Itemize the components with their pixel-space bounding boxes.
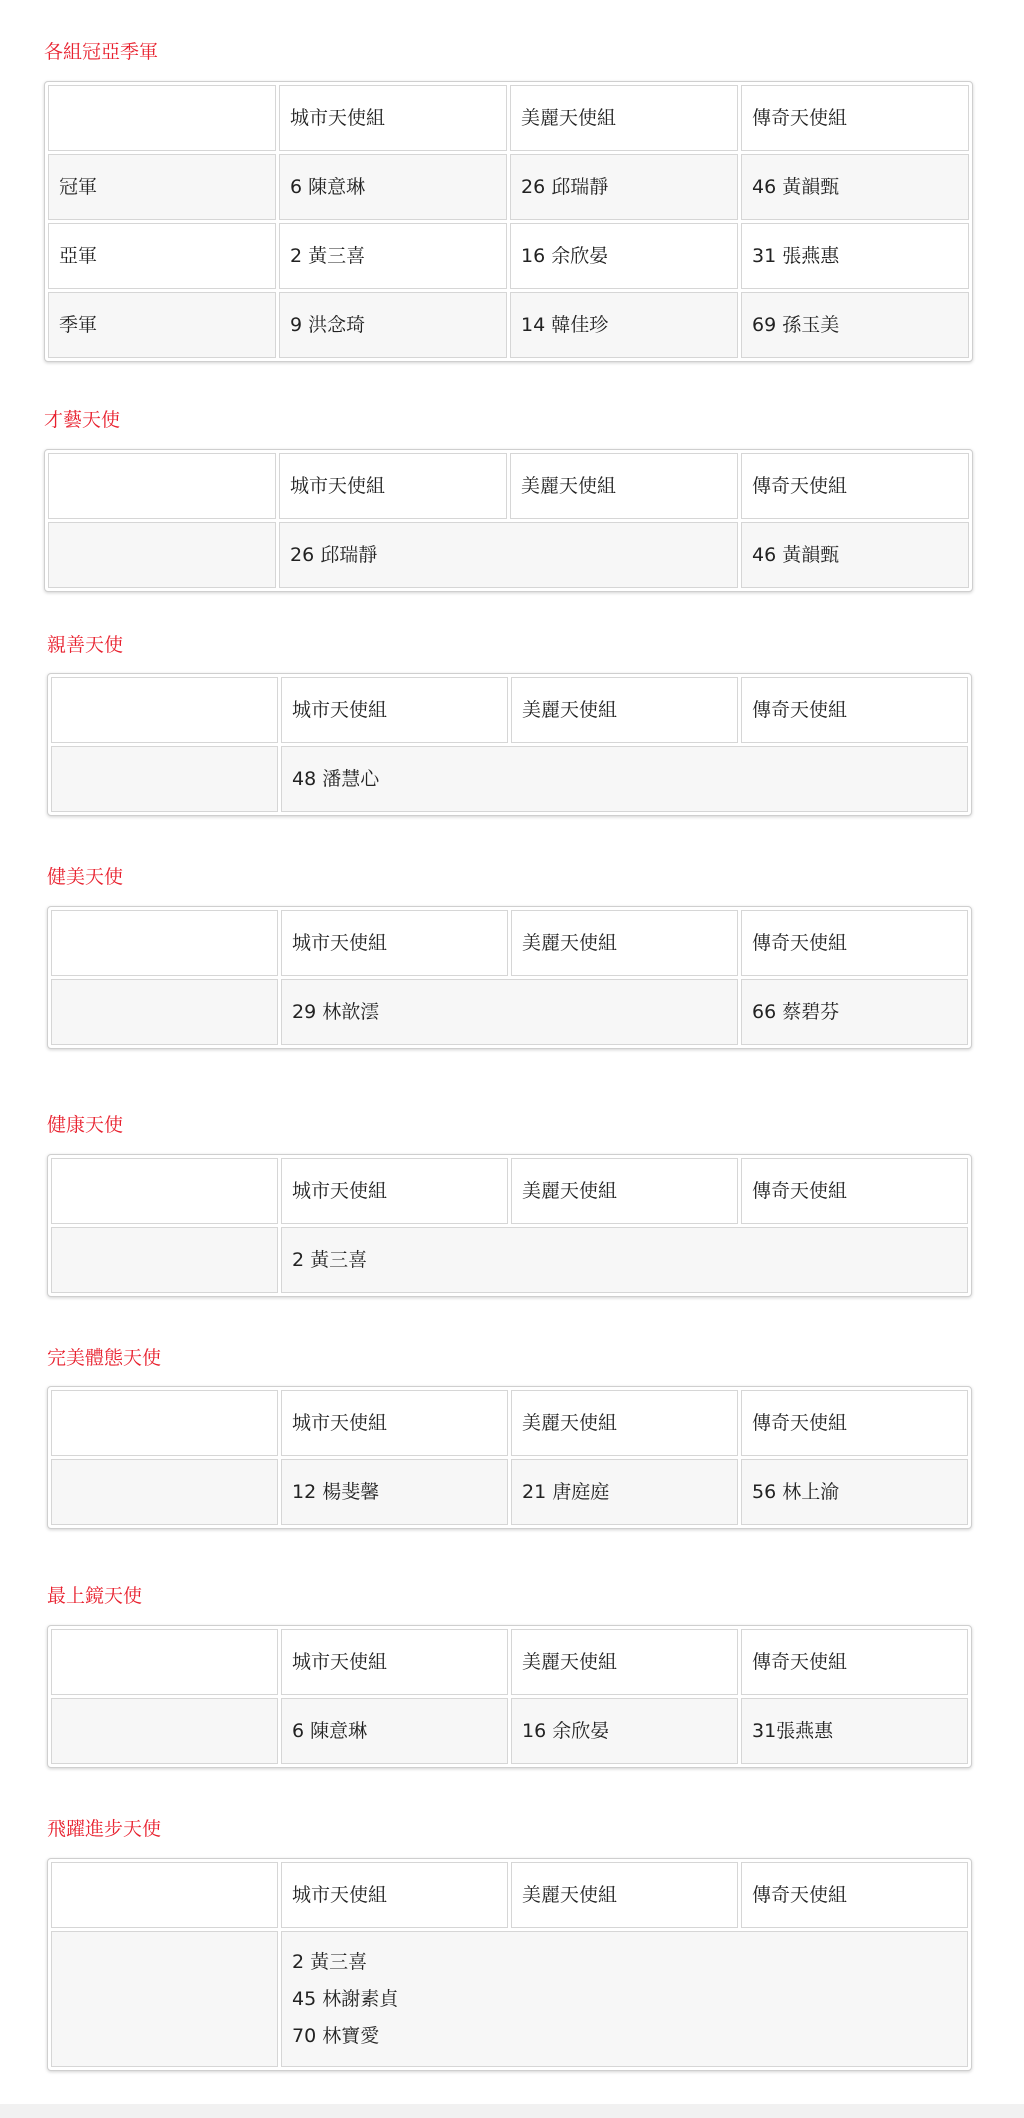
table-row	[48, 154, 969, 220]
winner-cell: 2 黃三喜	[279, 223, 507, 289]
header-cell-city: 城市天使組	[281, 1629, 508, 1695]
table-row	[51, 1227, 968, 1293]
section-title: 健美天使	[47, 866, 124, 888]
winner-line: 70 林寶愛	[292, 2024, 380, 2047]
section-title: 完美體態天使	[47, 1347, 162, 1369]
header-cell-city: 城市天使組	[281, 1158, 508, 1224]
table-row	[51, 746, 968, 812]
header-cell-beauty: 美麗天使組	[511, 677, 738, 743]
winner-line: 45 林謝素貞	[292, 1987, 399, 2010]
row-label	[48, 522, 276, 588]
header-cell-legend: 傳奇天使組	[741, 910, 968, 976]
header-cell-empty	[51, 1862, 278, 1928]
table-row	[51, 1698, 968, 1764]
winner-cell: 26 邱瑞靜	[279, 522, 738, 588]
section-title: 健康天使	[47, 1114, 124, 1136]
row-label: 亞軍	[48, 223, 276, 289]
header-cell-city: 城市天使組	[281, 1390, 508, 1456]
table-header-row	[51, 677, 968, 743]
header-cell-empty	[51, 1629, 278, 1695]
header-cell-legend: 傳奇天使組	[741, 1862, 968, 1928]
winner-cell: 56 林上渝	[741, 1459, 968, 1525]
header-cell-legend: 傳奇天使組	[741, 1629, 968, 1695]
header-cell-empty	[48, 85, 276, 151]
header-cell-city: 城市天使組	[281, 1862, 508, 1928]
winner-cell: 14 韓佳珍	[510, 292, 738, 358]
talent-table	[44, 449, 973, 592]
header-cell-beauty: 美麗天使組	[511, 1158, 738, 1224]
photogenic-table	[47, 1625, 972, 1768]
table-header-row	[51, 1158, 968, 1224]
table-header-row	[51, 1862, 968, 1928]
section-title: 最上鏡天使	[47, 1585, 143, 1607]
table-header-row	[48, 85, 969, 151]
row-label: 季軍	[48, 292, 276, 358]
winner-cell: 21 唐庭庭	[511, 1459, 738, 1525]
winner-cell: 46 黃韻甄	[741, 522, 969, 588]
row-label	[51, 1227, 278, 1293]
header-cell-beauty: 美麗天使組	[511, 1390, 738, 1456]
table-header-row	[48, 453, 969, 519]
header-cell-city: 城市天使組	[279, 453, 507, 519]
winner-cell: 31 張燕惠	[741, 223, 969, 289]
winner-cell: 16 余欣晏	[511, 1698, 738, 1764]
section-title: 飛躍進步天使	[47, 1818, 162, 1840]
winner-cell: 6 陳意琳	[281, 1698, 508, 1764]
row-label: 冠軍	[48, 154, 276, 220]
winner-cell: 48 潘慧心	[281, 746, 968, 812]
header-cell-beauty: 美麗天使組	[510, 85, 738, 151]
row-label	[51, 979, 278, 1045]
friendly-table	[47, 673, 972, 816]
header-cell-city: 城市天使組	[279, 85, 507, 151]
winner-cell: 12 楊斐馨	[281, 1459, 508, 1525]
row-label	[51, 1459, 278, 1525]
header-cell-beauty: 美麗天使組	[510, 453, 738, 519]
winner-cell: 69 孫玉美	[741, 292, 969, 358]
row-label	[51, 1698, 278, 1764]
table-header-row	[51, 1390, 968, 1456]
page-footer-strip	[0, 2104, 1024, 2118]
row-label	[51, 746, 278, 812]
header-cell-beauty: 美麗天使組	[511, 1629, 738, 1695]
winner-cell: 29 林歆澐	[281, 979, 738, 1045]
progress-table	[47, 1858, 972, 2071]
winner-cell: 31張燕惠	[741, 1698, 968, 1764]
header-cell-beauty: 美麗天使組	[511, 910, 738, 976]
winner-cell: 2 黃三喜	[281, 1227, 968, 1293]
figure-table	[47, 1386, 972, 1529]
section-title: 才藝天使	[44, 409, 121, 431]
header-cell-empty	[51, 1158, 278, 1224]
winner-line: 2 黃三喜	[292, 1950, 368, 1973]
winner-cell	[281, 1931, 968, 2067]
table-row	[51, 1931, 968, 2067]
table-row	[51, 1459, 968, 1525]
header-cell-beauty: 美麗天使組	[511, 1862, 738, 1928]
table-header-row	[51, 910, 968, 976]
header-cell-legend: 傳奇天使組	[741, 677, 968, 743]
row-label	[51, 1931, 278, 2067]
header-cell-legend: 傳奇天使組	[741, 453, 969, 519]
winner-cell: 9 洪念琦	[279, 292, 507, 358]
winner-cell: 26 邱瑞靜	[510, 154, 738, 220]
table-row	[48, 223, 969, 289]
winner-cell: 6 陳意琳	[279, 154, 507, 220]
header-cell-city: 城市天使組	[281, 677, 508, 743]
winner-cell: 66 蔡碧芬	[741, 979, 968, 1045]
table-row	[48, 522, 969, 588]
header-cell-legend: 傳奇天使組	[741, 1390, 968, 1456]
table-header-row	[51, 1629, 968, 1695]
winner-cell: 46 黃韻甄	[741, 154, 969, 220]
header-cell-legend: 傳奇天使組	[741, 1158, 968, 1224]
table-row	[51, 979, 968, 1045]
fitness-table	[47, 906, 972, 1049]
podium-table	[44, 81, 973, 362]
section-title: 各組冠亞季軍	[44, 41, 159, 63]
header-cell-empty	[51, 910, 278, 976]
table-row	[48, 292, 969, 358]
header-cell-empty	[51, 677, 278, 743]
header-cell-empty	[48, 453, 276, 519]
health-table	[47, 1154, 972, 1297]
section-title: 親善天使	[47, 634, 124, 656]
header-cell-legend: 傳奇天使組	[741, 85, 969, 151]
winner-cell: 16 余欣晏	[510, 223, 738, 289]
header-cell-city: 城市天使組	[281, 910, 508, 976]
header-cell-empty	[51, 1390, 278, 1456]
